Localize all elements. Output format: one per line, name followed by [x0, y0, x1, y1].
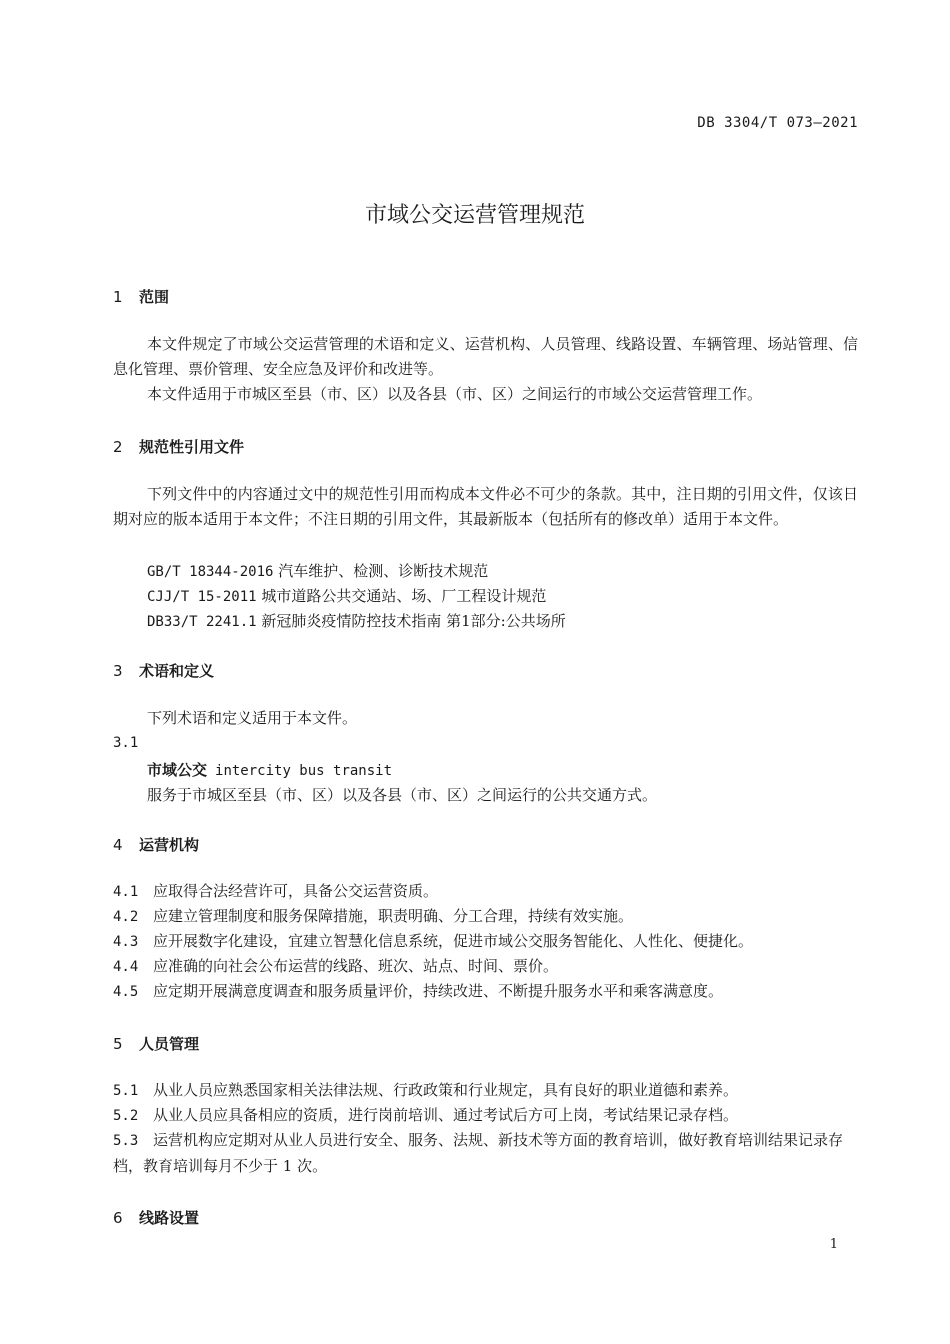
clause-number: 4.3 [113, 934, 139, 950]
reference-item [147, 585, 546, 606]
clause-text: 应取得合法经营许可，具备公交运营资质。 [153, 882, 439, 900]
section-number: 3 [113, 662, 123, 680]
term-english: intercity bus transit [215, 763, 393, 779]
document-title: 市域公交运营管理规范 [364, 203, 585, 228]
reference-item [147, 560, 488, 581]
section-title: 范围 [139, 288, 170, 306]
section-heading-5 [113, 1033, 199, 1054]
section-title: 线路设置 [139, 1209, 200, 1227]
section-number: 4 [113, 836, 123, 854]
clause-text: 应定期开展满意度调查和服务质量评价，持续改进、不断提升服务水平和乘客满意度。 [153, 982, 724, 1000]
clause-item [113, 1128, 858, 1179]
reference-name: 汽车维护、检测、诊断技术规范 [278, 562, 489, 580]
clause-text: 应开展数字化建设，宜建立智慧化信息系统，促进市域公交服务智能化、人性化、便捷化。 [153, 932, 754, 950]
reference-code: DB33/T 2241.1 [147, 614, 257, 630]
clause-item [113, 904, 858, 930]
clause-item [113, 979, 858, 1005]
section-title: 人员管理 [139, 1035, 200, 1053]
section-heading-4 [113, 834, 199, 855]
section-heading-6 [113, 1207, 199, 1228]
section-number: 6 [113, 1209, 123, 1227]
section-title: 术语和定义 [139, 662, 215, 680]
clause-item [113, 929, 858, 955]
paragraph: 本文件规定了市域公交运营管理的术语和定义、运营机构、人员管理、线路设置、车辆管理、场站管理、信息化管理、票价管理、安全应急及评价和改进等。 [113, 335, 858, 378]
term-number: 3.1 [113, 735, 139, 751]
section-heading-1 [113, 286, 169, 307]
page-number: 1 [829, 1237, 838, 1252]
reference-name: 城市道路公共交通站、场、厂工程设计规范 [261, 587, 547, 605]
section-heading-3 [113, 660, 214, 681]
section-title: 规范性引用文件 [139, 438, 245, 456]
reference-name: 新冠肺炎疫情防控技术指南 第1部分:公共场所 [261, 612, 566, 630]
section-title: 运营机构 [139, 836, 200, 854]
section-number: 1 [113, 288, 123, 306]
standard-code: DB 3304/T 073—2021 [697, 115, 858, 131]
reference-code: GB/T 18344-2016 [147, 564, 274, 580]
clause-item [113, 879, 858, 905]
clause-number: 5.3 [113, 1133, 139, 1149]
clause-item [113, 1078, 858, 1104]
section-number: 5 [113, 1035, 123, 1053]
section-heading-2 [113, 436, 244, 457]
clause-number: 4.5 [113, 984, 139, 1000]
clause-number: 4.4 [113, 959, 139, 975]
clause-text: 应准确的向社会公布运营的线路、班次、站点、时间、票价。 [153, 957, 559, 975]
paragraph: 下列术语和定义适用于本文件。 [147, 709, 358, 727]
paragraph: 本文件适用于市城区至县（市、区）以及各县（市、区）之间运行的市域公交运营管理工作。 [147, 385, 763, 403]
term-entry [147, 759, 392, 780]
clause-item [113, 1103, 858, 1129]
clause-text: 从业人员应熟悉国家相关法律法规、行政政策和行业规定，具有良好的职业道德和素养。 [153, 1081, 739, 1099]
reference-item [147, 610, 566, 631]
clause-number: 4.2 [113, 909, 139, 925]
clause-item [113, 954, 858, 980]
term-chinese: 市域公交 [147, 761, 208, 779]
clause-number: 4.1 [113, 884, 139, 900]
section-number: 2 [113, 438, 123, 456]
clause-text: 应建立管理制度和服务保障措施，职责明确、分工合理，持续有效实施。 [153, 907, 634, 925]
clause-text: 运营机构应定期对从业人员进行安全、服务、法规、新技术等方面的教育培训，做好教育培训结果记录存档，教育培训每月不少于 1 次。 [113, 1131, 844, 1175]
term-definition: 服务于市城区至县（市、区）以及各县（市、区）之间运行的公共交通方式。 [147, 786, 658, 804]
clause-number: 5.1 [113, 1083, 139, 1099]
paragraph: 下列文件中的内容通过文中的规范性引用而构成本文件必不可少的条款。其中，注日期的引用文件，仅该日期对应的版本适用于本文件；不注日期的引用文件，其最新版本（包括所有的修改单）适用于本文件。 [113, 485, 858, 528]
clause-number: 5.2 [113, 1108, 139, 1124]
clause-text: 从业人员应具备相应的资质，进行岗前培训、通过考试后方可上岗，考试结果记录存档。 [153, 1106, 739, 1124]
reference-code: CJJ/T 15-2011 [147, 589, 257, 605]
